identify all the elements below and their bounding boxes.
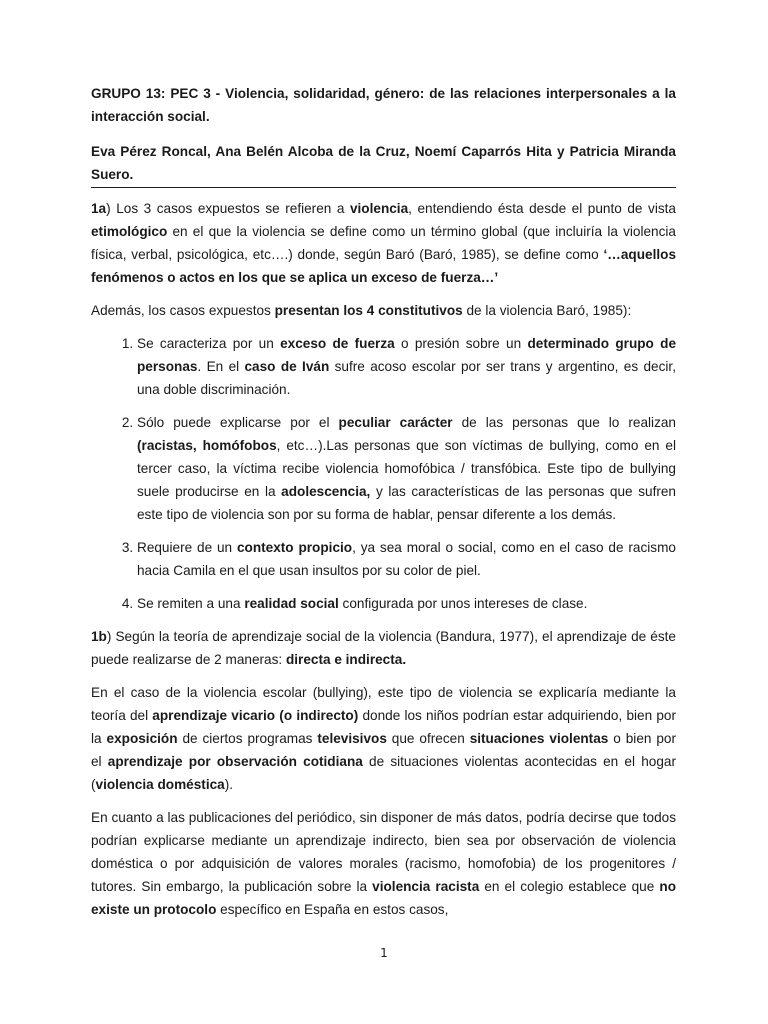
paragraph-1a: 1a) Los 3 casos expuestos se refieren a violencia, entendiendo ésta desde el punto de vista etimológico en el que la violencia se define como un término global (que incluiría la violencia física, verbal, psicológica, etc….) donde, según Baró (Baró, 1985), se define como ‘…aquellos fenómenos o actos en los que se aplica un exceso de fuerza…’ [91, 201, 676, 285]
paragraph-bullying: En el caso de la violencia escolar (bullying), este tipo de violencia se explicaría mediante la teoría del aprendizaje vicario (o indirecto) donde los niños podrían estar adquiriendo, bien por la exposición de ciertos programas televisivos que ofrecen situaciones violentas o bien por el aprendizaje por observación cotidiana de situaciones violentas acontecidas en el hogar (violencia doméstica). [91, 685, 677, 792]
list-item: 2. Sólo puede explicarse por el peculiar carácter de las personas que lo realizan (racistas, homófobos, etc…).Las personas que son víctimas de bullying, como en el tercer caso, la víctima recibe violencia homofóbica / transfóbica. Este tipo de bullying suele producirse en la adolescencia, y las características de las personas que sufren este tipo de violencia son por su forma de hablar, pensar diferente a los demás. [137, 411, 676, 526]
list-item: 3. Requiere de un contexto propicio, ya sea moral o social, como en el caso de racismo hacia Camila en el que usan insultos por su color de piel. [137, 536, 676, 582]
section-marker: 1a [91, 201, 107, 216]
quote: ‘…aquellos fenómenos o actos en los que se aplica un exceso de fuerza…’ [91, 247, 676, 285]
paragraph-periodico: En cuanto a las publicaciones del periódico, sin disponer de más datos, podría decirse que todos podrían explicarse mediante un aprendizaje indirecto, bien sea por observación de violencia doméstica o por adquisición de valores morales (racismo, homofobia) de los progenitores / tutores. Sin embargo, la publicación sobre la violencia racista en el colegio establece que no existe un protocolo específico en España en estos casos, [91, 810, 676, 917]
paragraph-constitutivos: Además, los casos expuestos presentan los 4 constitutivos de la violencia Baró, 1985): [91, 303, 632, 318]
document-title: GRUPO 13: PEC 3 - Violencia, solidaridad, género: de las relaciones interpersonales a la interacción social. [91, 86, 676, 124]
list-item: 1. Se caracteriza por un exceso de fuerza o presión sobre un determinado grupo de personas. En el caso de Iván sufre acoso escolar por ser trans y argentino, es decir, una doble discriminación. [137, 332, 676, 401]
paragraph-1b: 1b) Según la teoría de aprendizaje social de la violencia (Bandura, 1977), el aprendizaje de éste puede realizarse de 2 maneras: directa e indirecta. [91, 629, 676, 667]
section-marker: 1b [91, 629, 107, 644]
constitutivos-list [91, 332, 676, 615]
authors-line: Eva Pérez Roncal, Ana Belén Alcoba de la Cruz, Noemí Caparrós Hita y Patricia Miranda Suero. [91, 140, 676, 188]
page-number: 1 [380, 946, 388, 960]
document-body [91, 82, 676, 931]
list-item: 4. Se remiten a una realidad social configurada por unos intereses de clase. [137, 592, 676, 615]
